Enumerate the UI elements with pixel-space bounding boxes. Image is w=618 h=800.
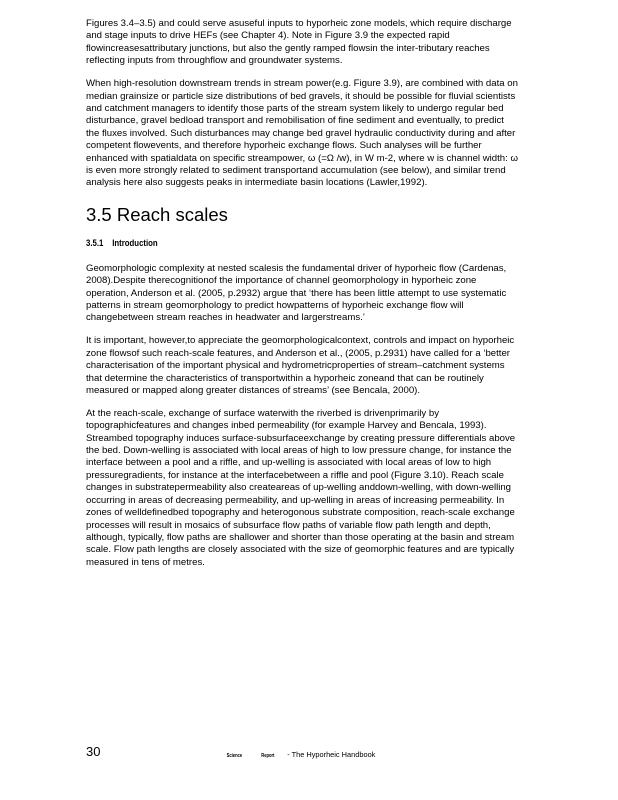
- paragraph-reach-scale: At the reach-scale, exchange of surface waterwith the riverbed is drivenprimarily by topographicfeatures and changes inbed permeability (for example Harvey and Bencala, 1993). Streambed topography induces surface-subsurfaceexchange by creating pressure differentials above the bed. Down-welling is associated with local areas of high to low pressure change, for instance the interface between a pool and a riffle, and up-welling is associated with local areas of low to high pressuregradients, for instance at the interfacebetween a riffle and pool (Figure 3.10). Reach scale changes in substratepermeability also createareas of up-welling anddown-welling, with down-welling occurring in areas of decreasing permeability, and up-welling in areas of increasing permeability. In zones of welldefinedbed topography and heterogonous substrate composition, reach-scale exchange processes will result in mosaics of subsurface flow paths of variable flow path length and depth, although, typically, flow paths are shallower and shorter than those operating at the basin and stream scale. Flow path lengths are closely associated with the size of geomorphic features and are typically measured in tens of metres.: [86, 407, 516, 568]
- page-footer: [86, 744, 518, 764]
- paragraph-intro: Figures 3.4–3.5) and could serve asuseful inputs to hyporheic zone models, which require discharge and stage inputs to drive HEFs (see Chapter 4). Note in Figure 3.9 the expected rapid flowincreasesattributary junctions, but also the gently ramped flowsin the inter-tributary reaches reflecting inputs from throughflow and groundwater systems.: [86, 18, 512, 67]
- subsection-number: 3.5.1: [86, 237, 104, 249]
- subsection-title: Introduction: [112, 237, 158, 249]
- paragraph-importance: It is important, however,to appreciate the geomorphologicalcontext, controls and impact on hyporheic zone flowsof such reach-scale features, and Anderson et al., (2005, p.2931) have called for a ‘better characterisation of the important physical and hydrometricproperties of stream–catchment systems that determine the characteristics of transportwithin a hyporheic zoneand that can be routinely measured or mapped along greater distances of streams’ (see Bencala, 2000).: [86, 335, 515, 396]
- subsection-heading: [86, 238, 440, 249]
- footer-science: Science: [226, 753, 243, 759]
- section-heading: 3.5 Reach scales: [86, 203, 228, 225]
- paragraph-geomorphology: Geomorphologic complexity at nested scalesis the fundamental driver of hyporheic flow (Cardenas, 2008).Despite therecognitionof the importance of channel geomorphology in hyporheic zone operation, Anderson et al. (2005, p.2932) argue that ‘there has been little attempt to use systematic patterns in stream geomorphology to predict howpatterns of hyporheic exchange flow will changebetween stream reaches in headwater and largerstreams.’: [86, 262, 507, 324]
- footer-report: Report: [261, 753, 275, 759]
- page-number: 30: [86, 744, 101, 759]
- running-footer: [224, 750, 375, 759]
- footer-title: - The Hyporheic Handbook: [287, 750, 376, 759]
- page-body: [86, 18, 518, 580]
- paragraph-stream-power: When high-resolution downstream trends in stream power(e.g. Figure 3.9), are combined with data on median grainsize or particle size distributions of bed gravels, it should be possible for fluvial scientists and catchment managers to identify those parts of the stream system likely to undergo regular bed disturbance, gravel bedload transport and remobilisation of fine sediment and eventually, to predict the fluxes involved. Such disturbances may change bed gravel hydraulic conductivity during and after competent flowevents, and therefore hyporheic exchange flows. Such analyses will be further enhanced with spatialdata on specific streampower, ω (=Ω /w), in W m-2, where w is channel width: ω is even more strongly related to sediment transportand accumulation (see below), and similar trend analysis here also suggests peaks in intermediate basin locations (Lawler,1992).: [86, 78, 518, 189]
